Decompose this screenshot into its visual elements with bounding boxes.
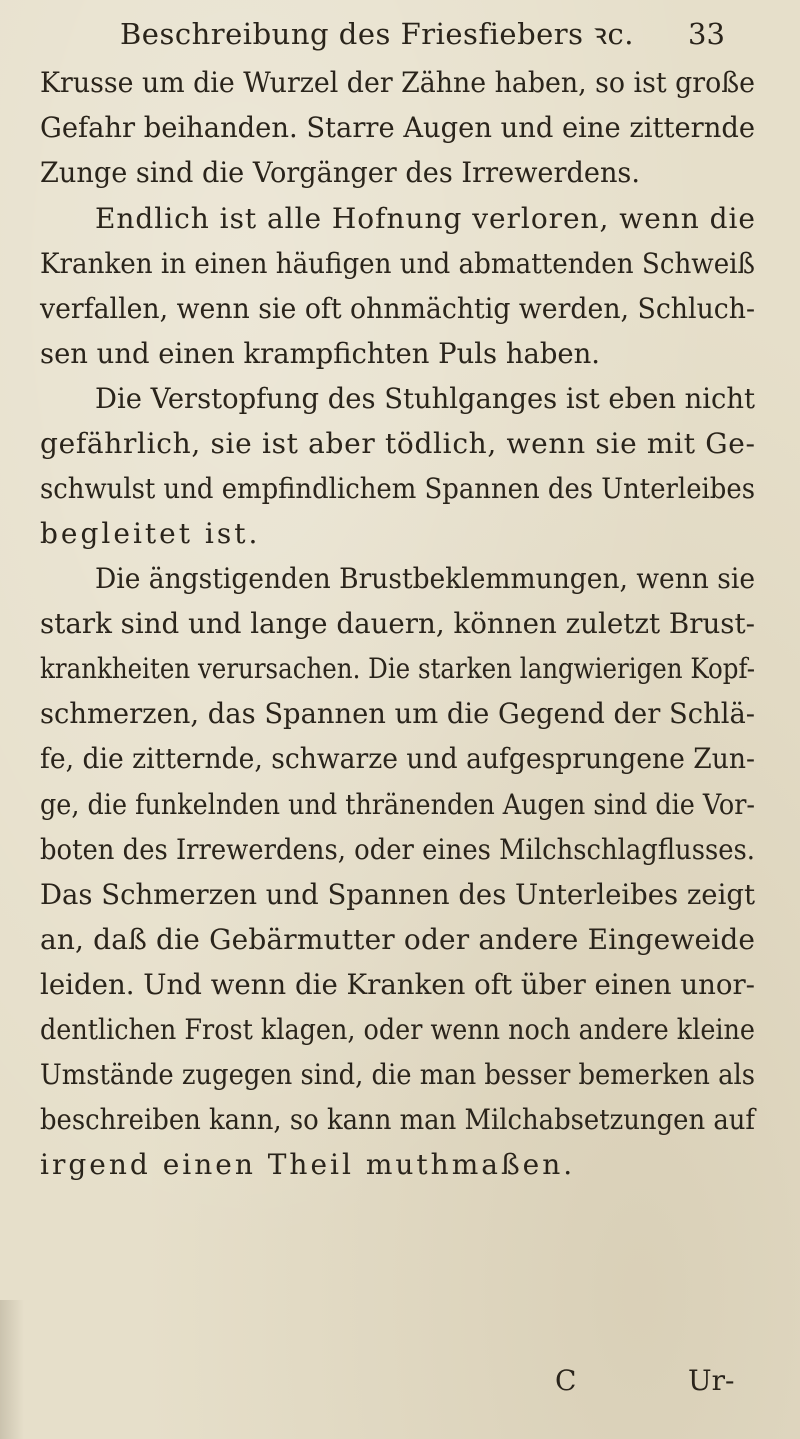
page-edge-shadow — [0, 1300, 24, 1439]
text-line: schwulst und empfindlichem Spannen des Unterleibes — [40, 472, 755, 505]
catchword: Ur- — [688, 1364, 735, 1397]
signature-mark: C — [555, 1364, 577, 1397]
text-line: dentlichen Frost klagen, oder wenn noch andere kleine — [40, 1013, 755, 1046]
text-line: begleitet ist. — [40, 517, 261, 550]
running-title: Beschreibung des Friesfiebers ꝛc. — [120, 17, 634, 51]
text-line: Die Verstopfung des Stuhlganges ist eben nicht — [95, 382, 755, 415]
text-line: verfallen, wenn sie oft ohnmächtig werden, Schluch- — [40, 292, 755, 325]
text-line: boten des Irrewerdens, oder eines Milchschlagflusses. — [40, 833, 755, 866]
text-line: Endlich ist alle Hofnung verloren, wenn die — [95, 202, 756, 235]
text-line: leiden. Und wenn die Kranken oft über einen unor- — [40, 968, 755, 1001]
text-line: Die ängstigenden Brustbeklemmungen, wenn sie — [95, 562, 755, 595]
text-line: beschreiben kann, so kann man Milchabsetzungen auf — [40, 1103, 755, 1136]
page-number: 33 — [688, 17, 725, 51]
text-line: ge, die funkelnden und thränenden Augen sind die Vor- — [40, 788, 755, 821]
running-header — [100, 8, 800, 60]
text-line: Zunge sind die Vorgänger des Irrewerdens. — [40, 156, 640, 189]
text-line: Kranken in einen häufigen und abmattenden Schweiß — [40, 247, 755, 280]
text-line: Umstände zugegen sind, die man besser bemerken als — [40, 1058, 755, 1091]
text-line: stark sind und lange dauern, können zuletzt Brust- — [40, 607, 755, 640]
text-line: irgend einen Theil muthmaßen. — [40, 1148, 576, 1181]
text-line: gefährlich, sie ist aber tödlich, wenn sie mit Ge- — [40, 427, 756, 460]
text-line: Krusse um die Wurzel der Zähne haben, so ist große — [40, 66, 755, 99]
text-line: sen und einen krampfichten Puls haben. — [40, 337, 600, 370]
text-line: fe, die zitternde, schwarze und aufgesprungene Zun- — [40, 742, 755, 775]
text-line: Das Schmerzen und Spannen des Unterleibes zeigt — [40, 878, 755, 911]
text-line: an, daß die Gebärmutter oder andere Eingeweide — [40, 923, 756, 956]
text-line: schmerzen, das Spannen um die Gegend der Schlä- — [40, 697, 755, 730]
text-line: Gefahr beihanden. Starre Augen und eine zitternde — [40, 111, 755, 144]
text-line: krankheiten verursachen. Die starken langwierigen Kopf- — [40, 652, 755, 685]
page-footer — [0, 1358, 800, 1404]
